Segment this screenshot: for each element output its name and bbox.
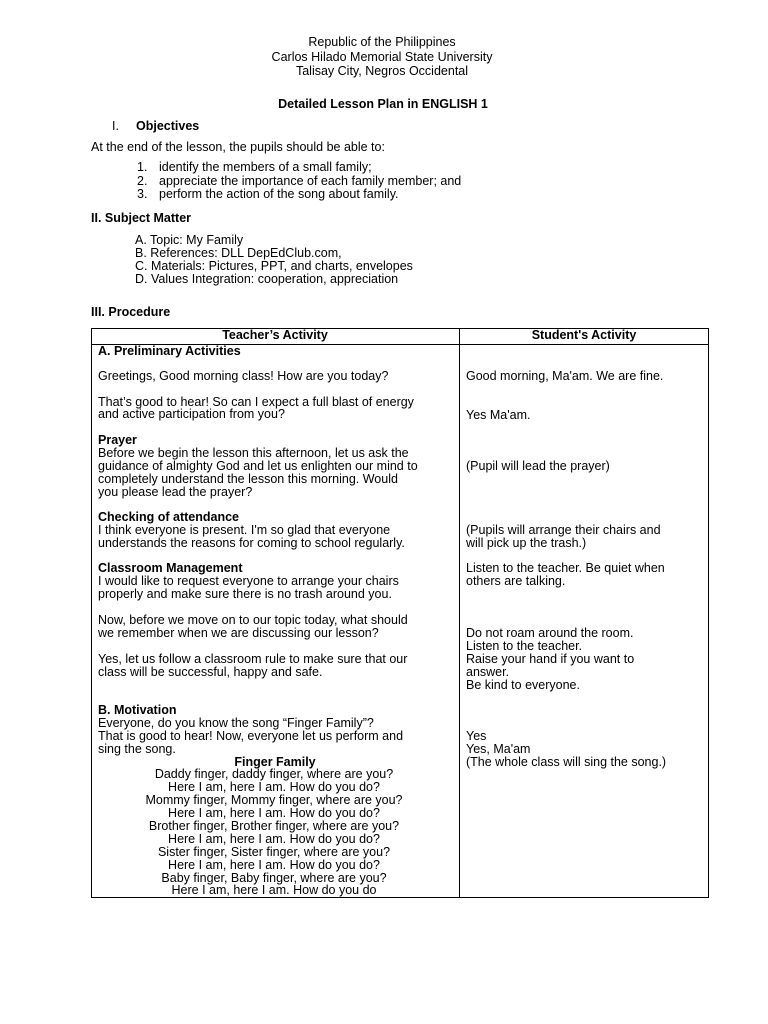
song-line: Brother finger, Brother finger, where are you? [148,819,400,833]
objectives-intro: At the end of the lesson, the pupils should be able to: [91,140,385,154]
prayer-line: you please lead the prayer? [98,485,253,499]
song-line: Here I am, here I am. How do you do? [168,858,380,872]
teacher-energy-line: That’s good to hear! So can I expect a full blast of energy [98,395,414,409]
table-right-border [708,328,709,898]
subject-matter-item: D. Values Integration: cooperation, appreciation [135,272,399,286]
student-rules-reply: Be kind to everyone. [466,678,580,692]
objectives-heading: Objectives [136,119,200,133]
rule-line: Yes, let us follow a classroom rule to make sure that our [98,652,408,666]
student-listen-reply: others are talking. [466,574,566,588]
remember-line: we remember when we are discussing our lesson? [98,626,379,640]
document-title: Detailed Lesson Plan in ENGLISH 1 [278,97,488,111]
column-header-student: Student's Activity [531,328,637,342]
objectives-numeral: I. [112,119,119,133]
objective-number: 2. [137,174,148,188]
student-rules-reply: answer. [466,665,510,679]
student-trash-reply: (Pupils will arrange their chairs and [466,523,661,537]
motivation-line: Everyone, do you know the song “Finger Family”? [98,716,374,730]
column-header-teacher: Teacher’s Activity [222,328,328,342]
motivation-heading: B. Motivation [98,703,177,717]
prayer-line: Before we begin the lesson this afternoon, let us ask the [98,446,409,460]
procedure-heading: III. Procedure [91,305,171,319]
classroom-management-heading: Classroom Management [98,561,243,575]
student-song-reply: (The whole class will sing the song.) [466,755,667,769]
objective-number: 1. [137,160,148,174]
student-trash-reply: will pick up the trash.) [466,536,587,550]
objective-item: appreciate the importance of each family member; and [159,174,462,188]
objective-item: identify the members of a small family; [159,160,372,174]
table-left-border [91,328,92,898]
prayer-heading: Prayer [98,433,137,447]
header-university: Carlos Hilado Memorial State University [271,50,493,64]
table-column-divider [459,328,460,898]
student-prayer-reply: (Pupil will lead the prayer) [466,459,610,473]
subject-matter-item: B. References: DLL DepEdClub.com, [135,246,342,260]
song-line: Mommy finger, Mommy finger, where are you? [145,793,403,807]
student-rules-reply: Do not roam around the room. [466,626,634,640]
subject-matter-item: A. Topic: My Family [135,233,244,247]
teacher-energy-line: and active participation from you? [98,407,285,421]
song-line: Here I am, here I am. How do you do? [168,780,380,794]
student-listen-reply: Listen to the teacher. Be quiet when [466,561,665,575]
prayer-line: completely understand the lesson this morning. Would [98,472,398,486]
motivation-line: That is good to hear! Now, everyone let us perform and [98,729,404,743]
student-greeting-reply: Good morning, Ma'am. We are fine. [466,369,664,383]
student-rules-reply: Raise your hand if you want to [466,652,635,666]
teacher-greeting: Greetings, Good morning class! How are you today? [98,369,389,383]
song-line: Here I am, here I am. How do you do [171,883,377,897]
table-bottom-border [91,897,709,898]
attendance-line: understands the reasons for coming to school regularly. [98,536,405,550]
song-line: Daddy finger, daddy finger, where are you? [154,767,394,781]
motivation-line: sing the song. [98,742,176,756]
objective-item: perform the action of the song about family. [159,187,399,201]
attendance-heading: Checking of attendance [98,510,239,524]
subject-matter-item: C. Materials: Pictures, PPT, and charts, envelopes [135,259,413,273]
song-line: Here I am, here I am. How do you do? [168,806,380,820]
song-line: Here I am, here I am. How do you do? [168,832,380,846]
student-song-reply: Yes [466,729,487,743]
song-line: Sister finger, Sister finger, where are you? [157,845,391,859]
subject-matter-heading: II. Subject Matter [91,211,192,225]
song-line: Baby finger, Baby finger, where are you? [161,871,387,885]
management-line: I would like to request everyone to arrange your chairs [98,574,399,588]
song-title: Finger Family [234,755,316,769]
header-republic: Republic of the Philippines [308,35,456,49]
attendance-line: I think everyone is present. I'm so glad that everyone [98,523,391,537]
objective-number: 3. [137,187,148,201]
student-song-reply: Yes, Ma'am [466,742,531,756]
preliminary-activities-heading: A. Preliminary Activities [98,344,241,358]
prayer-line: guidance of almighty God and let us enlighten our mind to [98,459,418,473]
management-line: properly and make sure there is no trash around you. [98,587,392,601]
header-location: Talisay City, Negros Occidental [295,64,469,78]
rule-line: class will be successful, happy and safe. [98,665,323,679]
student-yes-reply: Yes Ma'am. [466,408,531,422]
student-rules-reply: Listen to the teacher. [466,639,583,653]
remember-line: Now, before we move on to our topic today, what should [98,613,408,627]
